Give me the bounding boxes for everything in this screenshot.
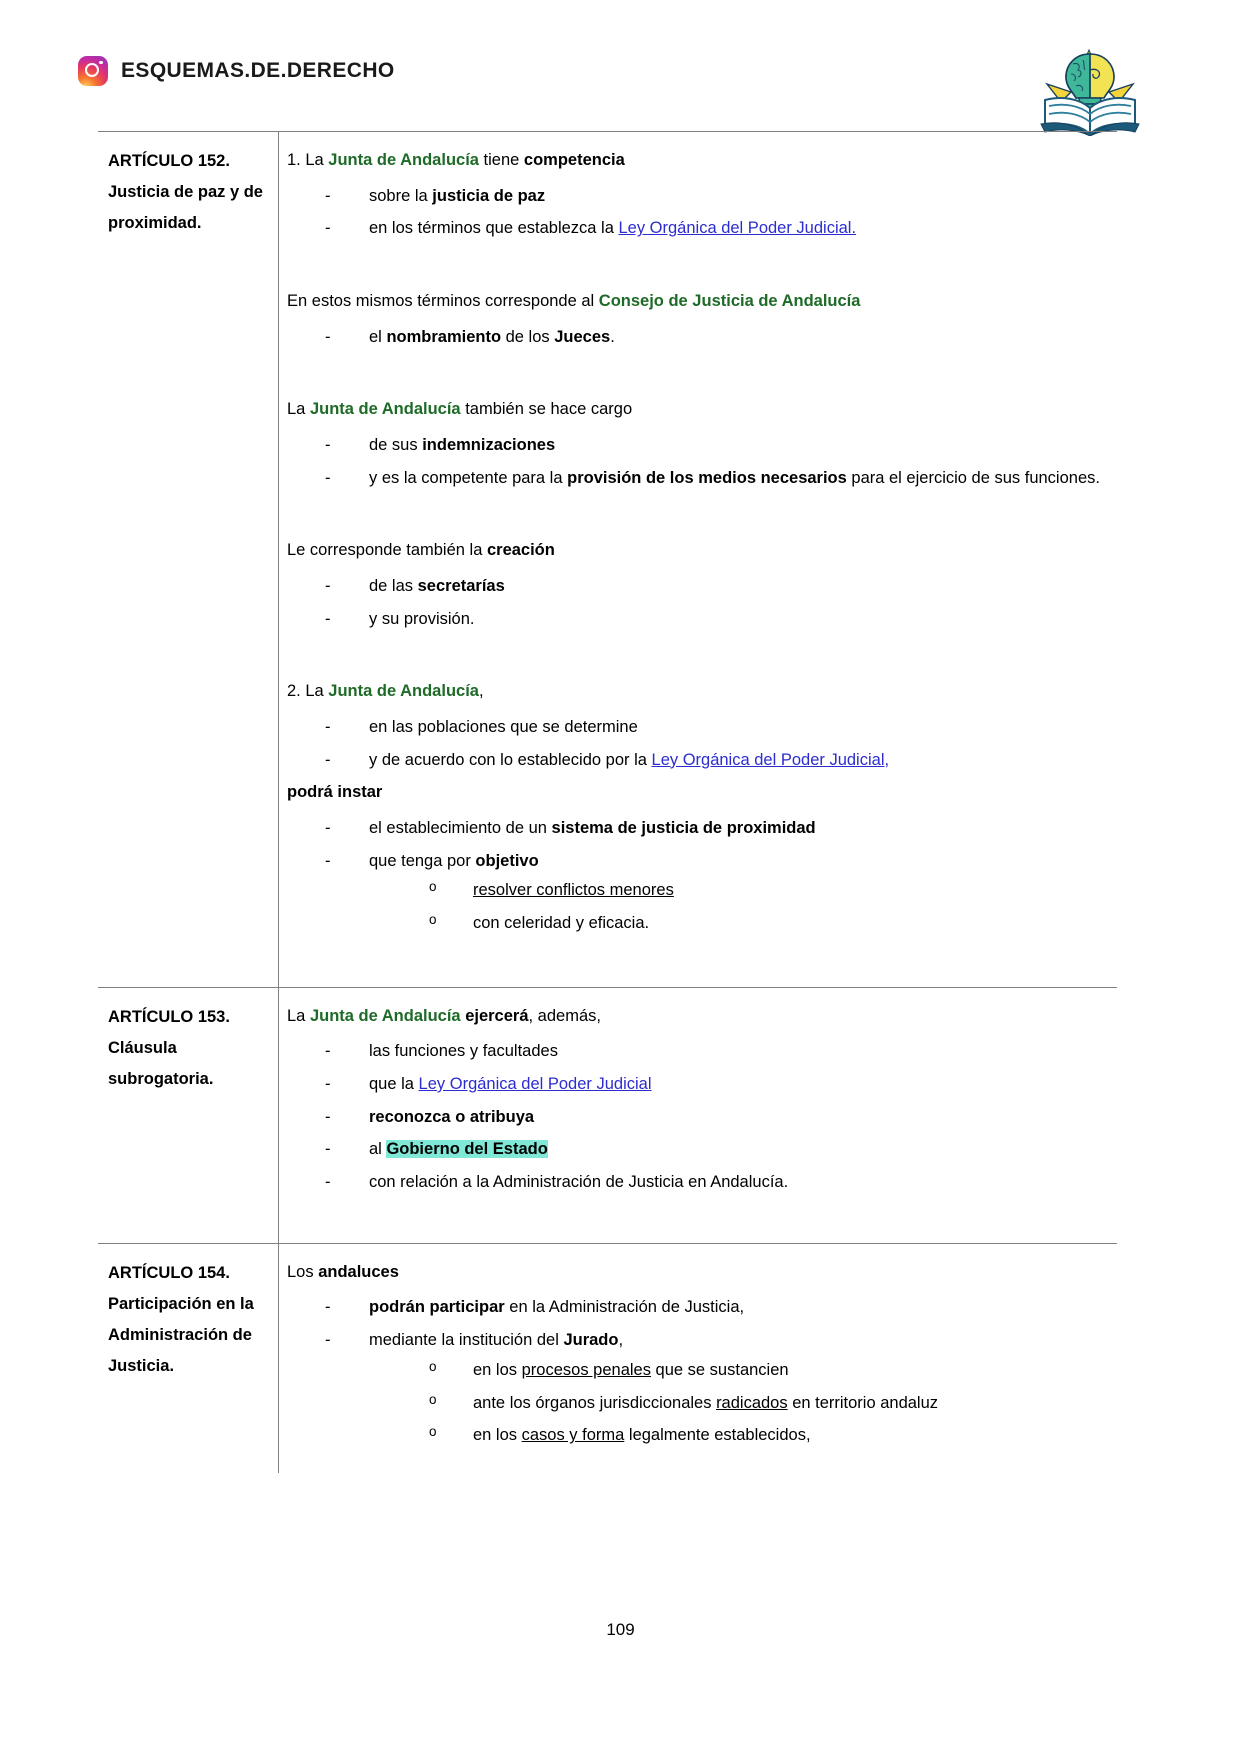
emphasis: Jurado — [563, 1331, 619, 1350]
article-title-line: Participación en la — [108, 1294, 254, 1313]
list-item — [325, 744, 1103, 777]
law-link[interactable]: Ley Orgánica del Poder Judicial. — [618, 219, 857, 238]
brain-lightbulb-book-logo-icon — [1031, 40, 1149, 136]
text: La — [287, 1006, 310, 1025]
emphasis: creación — [486, 541, 555, 560]
text: . — [610, 327, 615, 346]
article-content-cell — [279, 1244, 1117, 1473]
sub-list-item — [429, 1387, 1103, 1420]
emphasis: Jueces — [554, 327, 611, 346]
text: , — [478, 682, 484, 701]
text: en los — [473, 1360, 522, 1379]
bullet-list — [287, 812, 1103, 943]
text: en los términos que establezca la — [369, 219, 619, 238]
text: de los — [501, 327, 555, 346]
article-title-line: ARTÍCULO 152. — [108, 152, 230, 170]
page-header — [0, 40, 1241, 130]
entity-junta: Junta de Andalucía — [328, 682, 479, 701]
bullet-list — [287, 321, 1103, 354]
text: que tenga por — [369, 851, 476, 870]
text: también se hace cargo — [460, 400, 633, 419]
page-number: 109 — [606, 1620, 635, 1639]
entity-consejo: Consejo de Justicia de Andalucía — [598, 292, 861, 310]
text: que se sustancien — [650, 1360, 789, 1379]
text: Los — [287, 1262, 319, 1281]
list-item — [325, 462, 1103, 495]
list-item — [325, 812, 1103, 845]
bullet-list — [287, 1035, 1103, 1199]
table-row — [98, 988, 1117, 1244]
list-number: 2. La — [287, 682, 329, 701]
emphasis: sistema de justicia de proximidad — [551, 818, 816, 837]
article-title-line: ARTÍCULO 153. — [108, 1007, 230, 1026]
entity-junta: Junta de Andalucía — [309, 400, 461, 419]
list-number: 1. La — [287, 151, 329, 169]
underlined-text: radicados — [716, 1393, 788, 1412]
list-item: - en las poblaciones que se determine — [325, 711, 1103, 744]
highlighted-text: Gobierno del Estado — [386, 1140, 548, 1159]
text: , además, — [528, 1006, 601, 1025]
sub-list-item: o con celeridad y eficacia. — [429, 907, 1103, 940]
spacer — [287, 943, 1103, 969]
underlined-text: resolver conflictos menores — [473, 881, 674, 900]
emphasis: justicia de paz — [432, 186, 546, 205]
spacer — [287, 353, 1103, 393]
bullet-list — [287, 711, 1103, 776]
emphasis: andaluces — [318, 1262, 399, 1281]
sub-list-item — [429, 874, 1103, 907]
bullet-list — [287, 429, 1103, 494]
underlined-text: casos y forma — [521, 1426, 625, 1445]
sub-list-item — [429, 1354, 1103, 1387]
article-title-line: Cláusula — [108, 1038, 177, 1057]
paragraph — [287, 1256, 1103, 1286]
text: que la — [369, 1075, 419, 1093]
spacer — [287, 245, 1103, 285]
paragraph — [287, 285, 1103, 315]
list-item — [325, 212, 1103, 245]
text: en territorio andaluz — [787, 1393, 939, 1412]
list-item — [325, 429, 1103, 462]
article-title-line: Justicia de paz y de — [108, 183, 263, 202]
emphasis: nombramiento — [386, 327, 502, 346]
text: para el ejercicio de sus funciones. — [846, 468, 1100, 487]
law-link[interactable]: Ley Orgánica del Poder Judicial — [418, 1075, 652, 1093]
list-item — [325, 1068, 1103, 1101]
emphasis: indemnizaciones — [422, 435, 556, 454]
brand — [78, 56, 395, 86]
table-row — [98, 1244, 1117, 1473]
text: legalmente establecidos, — [624, 1426, 811, 1445]
list-item: - con relación a la Administración de Justicia en Andalucía. — [325, 1166, 1103, 1199]
text: ante los órganos jurisdiccionales — [473, 1393, 717, 1412]
paragraph — [287, 534, 1103, 564]
underlined-text: procesos penales — [521, 1360, 651, 1379]
list-item — [325, 180, 1103, 213]
sub-bullet-list — [369, 1354, 1103, 1452]
article-content-cell — [279, 132, 1117, 987]
article-title-line: Justicia. — [108, 1356, 175, 1375]
paragraph — [287, 393, 1103, 423]
list-item: - y su provisión. — [325, 603, 1103, 636]
emphasis: podrá instar — [287, 783, 383, 802]
emphasis: reconozca o atribuya — [369, 1107, 535, 1126]
text: mediante la institución del — [369, 1331, 564, 1350]
article-title-line: Administración de — [108, 1325, 252, 1344]
text: de las — [369, 576, 418, 595]
text: en los — [473, 1426, 522, 1445]
bullet-list — [287, 180, 1103, 245]
emphasis: ejercerá — [460, 1006, 529, 1025]
text: y de acuerdo con lo establecido por la — [369, 750, 652, 769]
paragraph — [287, 675, 1103, 705]
brand-text: ESQUEMAS.DE.DERECHO — [121, 59, 395, 82]
emphasis: competencia — [523, 151, 625, 169]
spacer — [287, 635, 1103, 675]
instagram-icon — [78, 56, 108, 86]
sub-bullet-list — [369, 874, 1103, 939]
emphasis: objetivo — [475, 851, 539, 870]
list-item: - las funciones y facultades — [325, 1035, 1103, 1068]
text: Le corresponde también la — [287, 541, 487, 560]
text: La — [287, 400, 310, 419]
text: de sus — [369, 435, 423, 454]
list-item — [325, 570, 1103, 603]
article-title-line: subrogatoria. — [108, 1069, 214, 1088]
entity-junta: Junta de Andalucía — [328, 151, 479, 169]
list-item — [325, 845, 1103, 943]
list-item — [325, 1101, 1103, 1134]
emphasis: provisión de los medios necesarios — [567, 468, 847, 487]
list-item — [325, 321, 1103, 354]
text: En estos mismos términos corresponde al — [287, 292, 599, 310]
text: tiene — [478, 151, 524, 169]
text: y es la competente para la — [369, 468, 568, 487]
text: , — [618, 1331, 624, 1350]
list-item — [325, 1291, 1103, 1324]
article-content-cell — [279, 988, 1117, 1243]
article-title-cell — [98, 132, 279, 987]
emphasis: secretarías — [417, 576, 505, 595]
paragraph — [287, 1000, 1103, 1030]
table-row — [98, 132, 1117, 988]
article-title-line: ARTÍCULO 154. — [108, 1263, 230, 1282]
article-title-line: proximidad. — [108, 214, 202, 233]
entity-junta: Junta de Andalucía — [309, 1006, 461, 1025]
article-title-cell — [98, 988, 279, 1243]
paragraph — [287, 776, 1103, 806]
paragraph — [287, 144, 1103, 174]
law-link[interactable]: Ley Orgánica del Poder Judicial, — [651, 750, 890, 769]
text: sobre la — [369, 186, 433, 205]
text: el — [369, 327, 387, 346]
bullet-list — [287, 1291, 1103, 1455]
list-item — [325, 1133, 1103, 1166]
text: el establecimiento de un — [369, 818, 552, 837]
bullet-list — [287, 570, 1103, 635]
article-title-cell — [98, 1244, 279, 1473]
list-item — [325, 1324, 1103, 1455]
spacer — [287, 494, 1103, 534]
text: al — [369, 1140, 387, 1159]
articles-table — [98, 131, 1117, 1473]
spacer — [287, 1199, 1103, 1225]
sub-list-item — [429, 1419, 1103, 1452]
emphasis: podrán participar — [369, 1298, 505, 1317]
text: en la Administración de Justicia, — [504, 1298, 745, 1317]
